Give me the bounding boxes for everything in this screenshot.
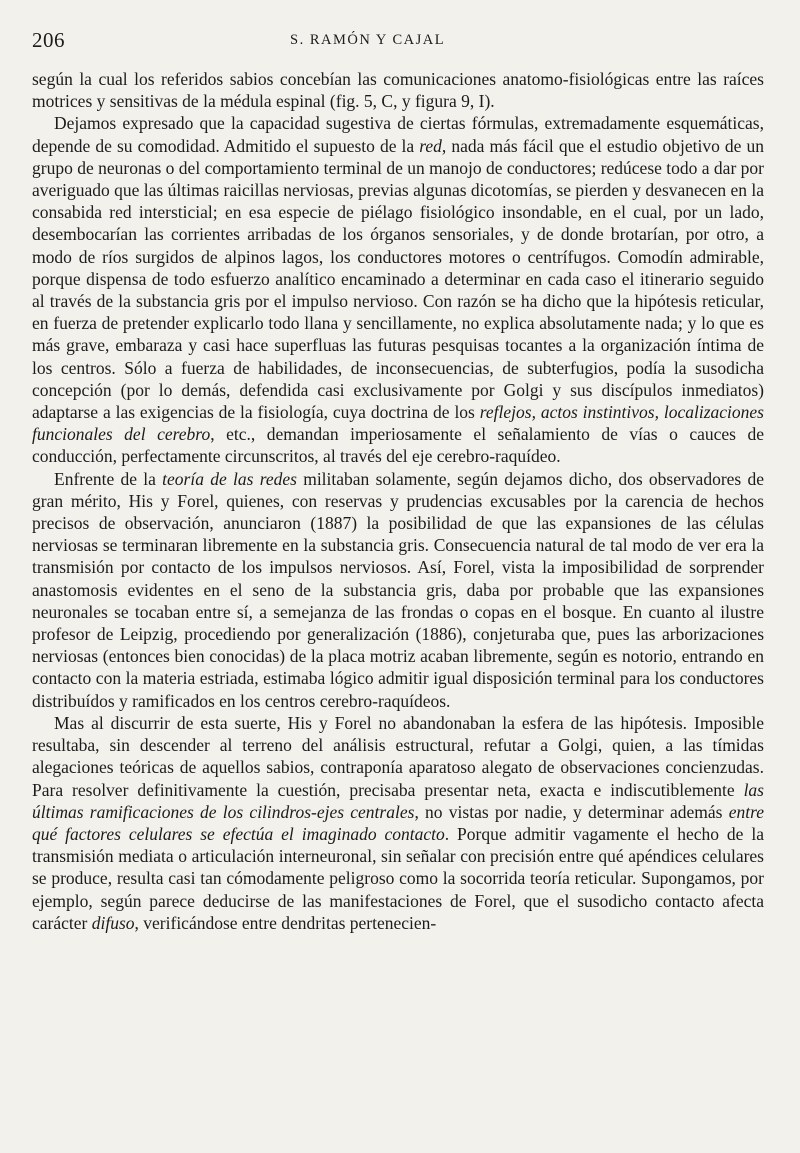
text-run: , no vistas por nadie, y determinar además — [414, 801, 729, 822]
text-run: Enfrente de la — [54, 468, 163, 489]
italic-text: teoría de las redes — [162, 468, 297, 489]
page-header — [32, 24, 764, 64]
italic-text: difuso — [91, 912, 135, 933]
paragraph-p4 — [32, 712, 764, 934]
italic-text: red — [419, 135, 442, 156]
text-run: militaban solamente, según dejamos dicho, dos observadores de gran mérito, His y Forel, quienes, con reservas y prudencias excusables por la carencia de hechos precisos de observación, anunciaron (1887) la posibilidad de que las expansiones de las células nerviosas se terminaran libremente en la substancia gris. Consecuencia natural de tal modo de ver era la transmisión por contacto de los impulsos nerviosos. Así, Forel, vista la imposibilidad de sorprender anastomosis evidentes en el seno de la substancia gris, daba por probable que las expansiones neuronales se tocaban entre sí, a semejanza de las frondas o copas en el bosque. En cuanto al ilustre profesor de Leipzig, procediendo por generalización (1886), conjeturaba que, pues las arborizaciones nerviosas (entonces bien conocidas) de la placa motriz acaban libremente, según es notorio, entrando en contacto con la materia estriada, estimaba lógico admitir igual disposición terminal para los conductores distribuídos y ramificados en los centros cerebro-raquídeos. — [32, 468, 764, 711]
paragraph-p3 — [32, 468, 764, 712]
text-run: Mas al discurrir de esta suerte, His y Forel no abandonaban la esfera de las hipótesis. Imposible resultaba, sin descender al terreno del análisis estructural, refutar a Golgi, quien, a las tímidas alegaciones teóricas de aquellos sabios, contraponía aparatoso alegato de observaciones concienzudas. Para resolver definitivamente la cuestión, precisaba presentar neta, exacta e indiscutiblemente — [32, 712, 764, 800]
body-text — [32, 68, 764, 934]
paragraph-p2 — [32, 112, 764, 467]
italic-text: reflejos, actos instintivos, localizaciones funcionales del cerebro — [32, 402, 764, 445]
text-run: , etc., demandan imperiosamente el señalamiento de vías o cauces de conducción, perfectamente circunscritos, al través del eje cerebro-raquídeo. — [32, 424, 765, 467]
italic-text: entre qué factores celulares se efectúa el imaginado contacto — [32, 801, 764, 844]
page-number: 206 — [32, 28, 65, 52]
text-run: . Porque admitir vagamente el hecho de la transmisión mediata o articulación interneuronal, sin señalar con precisión entre qué apéndices celulares se produce, resulta casi tan cómodamente peligroso como la socorrida teoría reticular. Supongamos, por ejemplo, según parece deducirse de las manifestaciones de Forel, que el susodicho contacto afecta carácter — [32, 823, 764, 933]
text-run: , verificándose entre dendritas pertenecien- — [134, 912, 437, 933]
running-head: S. RAMÓN Y CAJAL — [290, 32, 446, 48]
paragraph-p1 — [32, 68, 764, 112]
text-run: Dejamos expresado que la capacidad sugestiva de ciertas fórmulas, extremadamente esquemáticas, depende de su comodidad. Admitido el supuesto de la — [32, 113, 764, 156]
italic-text: las últimas ramificaciones de los cilindros-ejes centrales — [32, 779, 764, 822]
text-run: según la cual los referidos sabios concebían las comunicaciones anatomo-fisiológicas entre las raíces motrices y sensitivas de la médula espinal (fig. 5, C, y figura 9, I). — [32, 69, 764, 112]
text-run: , nada más fácil que el estudio objetivo de un grupo de neuronas o del comportamiento terminal de un manojo de conductores; redúcese todo a dar por averiguado que las últimas raicillas nerviosas, previas algunas dicotomías, se pierden y desvanecen en la consabida red intersticial; en esa especie de piélago fisiológico insondable, en el cual, por un lado, desembocarían las corrientes arribadas de los órganos sensoriales, y de donde brotarían, por otro, a modo de ríos surgidos de alpinos lagos, los conductores motores o centrífugos. Comodín admirable, porque dispensa de todo esfuerzo analítico encaminado a determinar en cada caso el itinerario seguido al través de la substancia gris por el impulso nervioso. Con razón se ha dicho que la hipótesis reticular, en fuerza de pretender explicarlo todo llana y sencillamente, no explica absolutamente nada; y lo que es más grave, embaraza y casi hace superfluas las futuras pesquisas tocantes a la organización íntima de los centros. Sólo a fuerza de habilidades, de inconsecuencias, de subterfugios, podía la susodicha concepción (por lo demás, defendida casi exclusivamente por Golgi y sus discípulos inmediatos) adaptarse a las exigencias de la fisiología, cuya doctrina de los — [32, 135, 764, 423]
